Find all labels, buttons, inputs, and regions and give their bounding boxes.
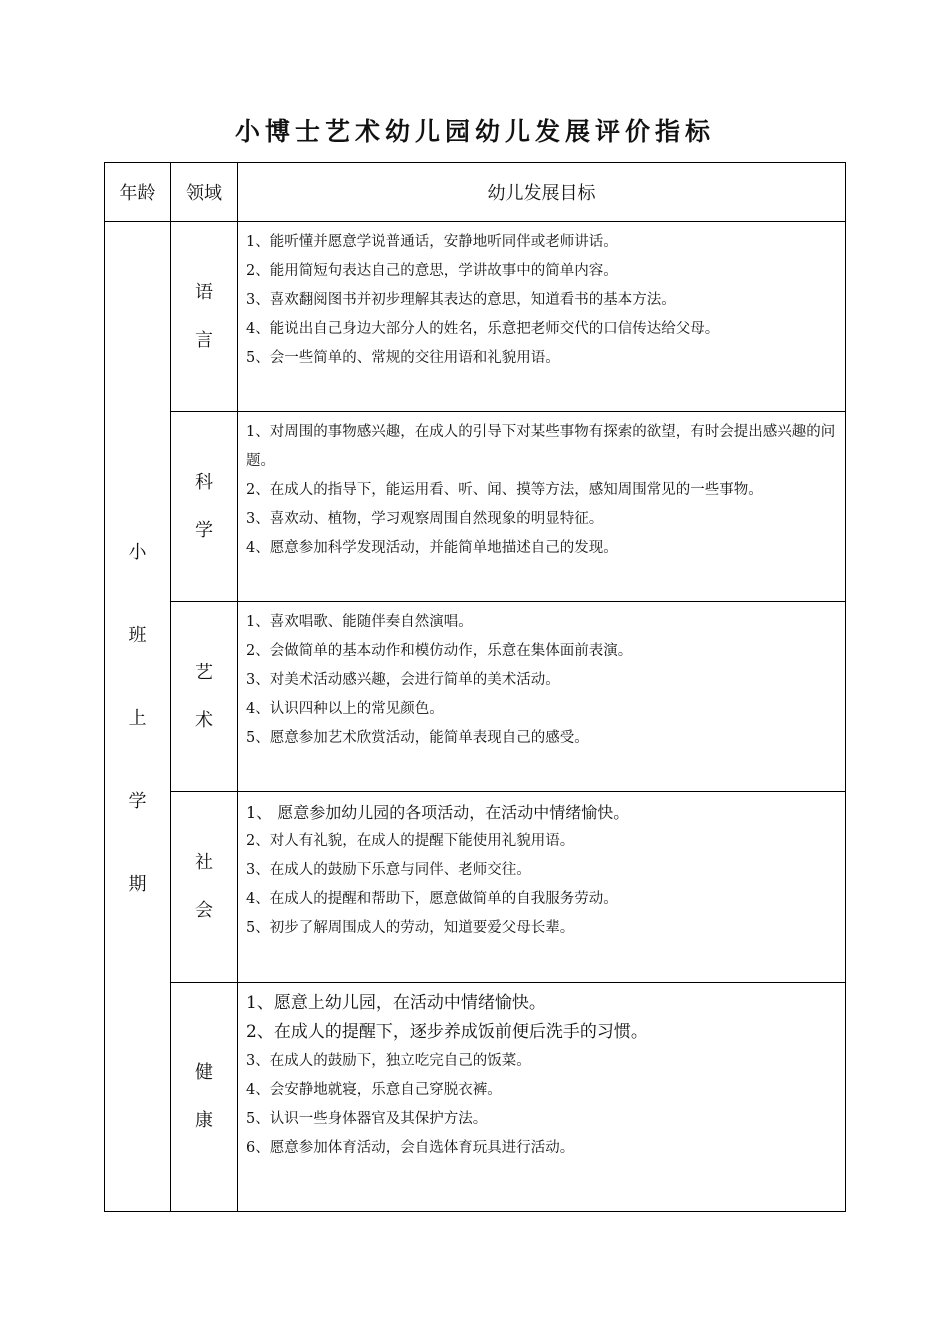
header-age: 年龄 xyxy=(105,163,171,222)
document-title: 小博士艺术幼儿园幼儿发展评价指标 xyxy=(234,117,715,146)
table-header-row xyxy=(105,163,846,222)
domain-row-health xyxy=(105,983,846,1212)
domain-char: 学 xyxy=(195,519,213,541)
goal-item: 1、能听懂并愿意学说普通话，安静地听同伴或老师讲话。 xyxy=(246,234,618,250)
goal-item: 1、 愿意参加幼儿园的各项活动，在活动中情绪愉快。 xyxy=(246,803,630,822)
domain-char: 会 xyxy=(195,900,213,921)
goals-science xyxy=(238,412,846,602)
evaluation-table xyxy=(104,162,846,1212)
domain-char: 术 xyxy=(195,709,213,731)
age-char: 上 xyxy=(128,707,147,729)
domain-char: 社 xyxy=(195,852,213,873)
goal-item: 3、喜欢翻阅图书并初步理解其表达的意思，知道看书的基本方法。 xyxy=(246,292,676,308)
goal-item: 3、对美术活动感兴趣，会进行简单的美术活动。 xyxy=(246,672,560,688)
header-goal: 幼儿发展目标 xyxy=(238,163,846,222)
goal-item: 4、认识四种以上的常见颜色。 xyxy=(246,701,444,717)
domain-char: 康 xyxy=(195,1110,213,1131)
domain-char: 科 xyxy=(195,471,213,493)
domain-label-science xyxy=(171,412,238,602)
age-char: 班 xyxy=(128,624,147,646)
goals-health xyxy=(238,983,846,1212)
domain-label-health xyxy=(171,983,238,1212)
goal-item: 6、愿意参加体育活动，会自选体育玩具进行活动。 xyxy=(246,1140,575,1156)
header-domain: 领域 xyxy=(171,163,238,222)
goal-item: 4、愿意参加科学发现活动，并能简单地描述自己的发现。 xyxy=(246,540,618,556)
goal-item: 5、认识一些身体器官及其保护方法。 xyxy=(246,1111,488,1127)
goal-item: 3、在成人的鼓励下乐意与同伴、老师交往。 xyxy=(246,862,531,878)
age-char: 学 xyxy=(128,790,147,812)
goal-item: 2、在成人的提醒下，逐步养成饭前便后洗手的习惯。 xyxy=(246,1022,648,1042)
domain-label-language xyxy=(171,222,238,412)
domain-char: 言 xyxy=(195,329,213,351)
goal-item: 4、会安静地就寝，乐意自己穿脱衣裤。 xyxy=(246,1082,502,1098)
domain-char: 艺 xyxy=(195,661,213,683)
domain-row-art xyxy=(105,602,846,792)
goal-item: 5、愿意参加艺术欣赏活动，能简单表现自己的感受。 xyxy=(246,730,589,746)
goal-item: 1、喜欢唱歌、能随伴奏自然演唱。 xyxy=(246,614,473,630)
domain-char: 语 xyxy=(195,281,213,303)
goal-item: 2、能用简短句表达自己的意思，学讲故事中的简单内容。 xyxy=(246,263,618,279)
goal-item: 5、会一些简单的、常规的交往用语和礼貌用语。 xyxy=(246,350,560,366)
goal-item: 1、对周围的事物感兴趣，在成人的引导下对某些事物有探索的欲望，有时会提出感兴趣的问题。 xyxy=(246,424,836,469)
domain-label-art xyxy=(171,602,238,792)
domain-row-science xyxy=(105,412,846,602)
goals-language xyxy=(238,222,846,412)
goal-item: 3、喜欢动、植物，学习观察周围自然现象的明显特征。 xyxy=(246,511,604,527)
goals-society xyxy=(238,792,846,983)
goal-item: 2、对人有礼貌，在成人的提醒下能使用礼貌用语。 xyxy=(246,833,575,849)
goal-item: 5、初步了解周围成人的劳动，知道要爱父母长辈。 xyxy=(246,920,575,936)
domain-label-society xyxy=(171,792,238,983)
goal-item: 4、在成人的提醒和帮助下，愿意做简单的自我服务劳动。 xyxy=(246,891,618,907)
goal-item: 2、会做简单的基本动作和模仿动作，乐意在集体面前表演。 xyxy=(246,643,633,659)
goal-item: 4、能说出自己身边大部分人的姓名，乐意把老师交代的口信传达给父母。 xyxy=(246,321,720,337)
domain-row-language xyxy=(105,222,846,412)
domain-char: 健 xyxy=(195,1062,213,1083)
age-char: 小 xyxy=(128,541,147,563)
age-cell xyxy=(105,222,171,1212)
domain-row-society xyxy=(105,792,846,983)
goal-item: 3、在成人的鼓励下，独立吃完自己的饭菜。 xyxy=(246,1053,531,1069)
goal-item: 2、在成人的指导下，能运用看、听、闻、摸等方法，感知周围常见的一些事物。 xyxy=(246,482,763,498)
goals-art xyxy=(238,602,846,792)
age-char: 期 xyxy=(128,873,147,895)
goal-item: 1、愿意上幼儿园，在活动中情绪愉快。 xyxy=(246,993,546,1013)
